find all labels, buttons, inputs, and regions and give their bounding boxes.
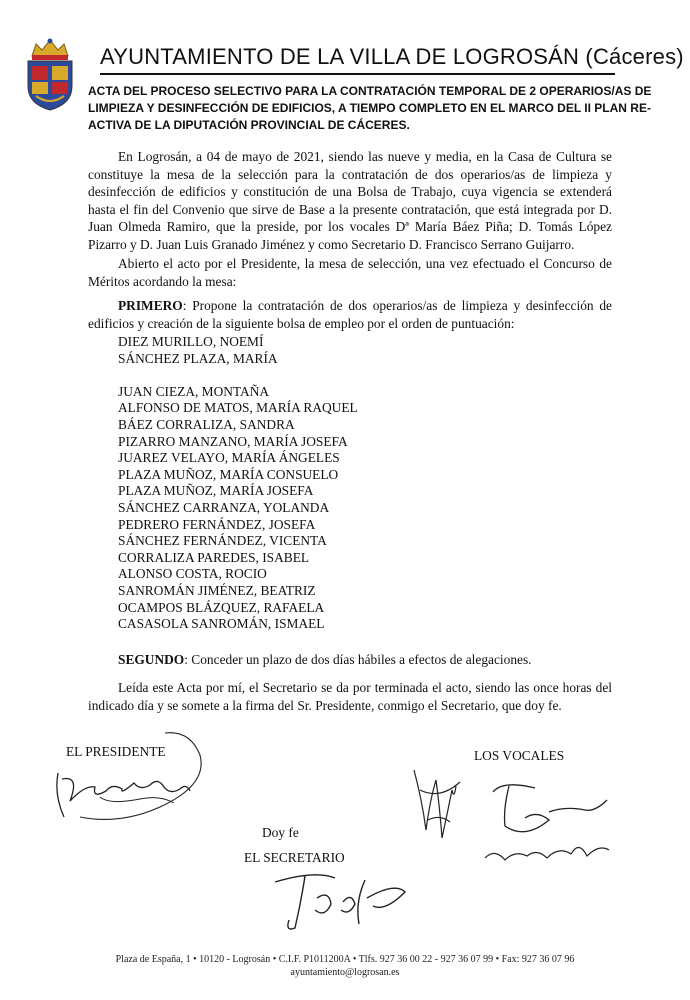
segundo-paragraph xyxy=(88,651,612,669)
segundo-text: : Conceder un plazo de dos días hábiles a efectos de alegaciones. xyxy=(184,652,532,667)
list-item: SANROMÁN JIMÉNEZ, BEATRIZ xyxy=(118,582,316,598)
page-footer xyxy=(0,953,690,979)
vocal-signature-icon xyxy=(400,760,480,850)
list-item: PLAZA MUÑOZ, MARÍA JOSEFA xyxy=(118,483,314,499)
list-item: JUAREZ VELAYO, MARÍA ÁNGELES xyxy=(118,450,340,466)
header-rule xyxy=(100,73,615,75)
presidente-label: EL PRESIDENTE xyxy=(66,744,166,759)
vocales-label: LOS VOCALES xyxy=(474,748,565,763)
list-item: PIZARRO MANZANO, MARÍA JOSEFA xyxy=(118,433,348,449)
list-item: SÁNCHEZ FERNÁNDEZ, VICENTA xyxy=(118,533,327,549)
secretario-label: EL SECRETARIO xyxy=(244,850,345,865)
primero-text: : Propone la contratación de dos operarios/as de limpieza y desinfección de edificios y creación de la siguiente bolsa de empleo por el orden de puntuación: xyxy=(88,298,612,331)
list-item: SÁNCHEZ PLAZA, MARÍA xyxy=(118,350,278,366)
candidate-list xyxy=(118,334,358,633)
list-spacer xyxy=(118,367,358,384)
vocal-signature-icon xyxy=(475,770,635,880)
list-item: OCAMPOS BLÁZQUEZ, RAFAELA xyxy=(118,599,325,615)
footer-email: ayuntamiento@logrosan.es xyxy=(290,967,400,978)
list-item: SÁNCHEZ CARRANZA, YOLANDA xyxy=(118,499,330,515)
presidente-signature-icon xyxy=(40,725,220,835)
segundo-label: SEGUNDO xyxy=(118,652,185,667)
opening-paragraph: Abierto el acto por el Presidente, la mesa de selección, una vez efectuado el Concurso de Méritos acordando la mesa: xyxy=(88,256,612,289)
intro-paragraph: En Logrosán, a 04 de mayo de 2021, siendo las nueve y media, en la Casa de Cultura se constituye la mesa de la selección para la contratación de dos operarios/as de limpieza y desinfección de edificios y constitución de una Bolsa de Trabajo, cuya vigencia se extenderá hasta el fin del Convenio que sirve de Base a la presente contratación, que está integrada por D. Juan Olmeda Ramiro, que la preside, por los vocales Dª María Báez Piña; D. Tomás López Pizarro y D. Juan Luis Granado Jiménez y como Secretario D. Francisco Serrano Guijarro. xyxy=(88,149,612,252)
list-item: CORRALIZA PAREDES, ISABEL xyxy=(118,549,310,565)
primero-paragraph xyxy=(88,297,612,332)
list-item: DIEZ MURILLO, NOEMÍ xyxy=(118,334,264,349)
document-title-line: ACTA DEL PROCESO SELECTIVO PARA LA CONTRATACIÓN TEMPORAL DE 2 OPERARIOS/AS DE xyxy=(88,84,652,98)
organization-title: AYUNTAMIENTO DE LA VILLA DE LOGROSÁN (Cáceres) xyxy=(100,44,684,69)
list-item: PEDRERO FERNÁNDEZ, JOSEFA xyxy=(118,516,316,532)
list-item: ALFONSO DE MATOS, MARÍA RAQUEL xyxy=(118,400,358,416)
document-title xyxy=(88,83,652,134)
list-item: JUAN CIEZA, MONTAÑA xyxy=(118,383,270,399)
municipal-coat-of-arms-icon xyxy=(14,36,86,112)
document-title-line: ACTIVA DE LA DIPUTACIÓN PROVINCIAL DE CÁCERES. xyxy=(88,118,410,132)
list-item: CASASOLA SANROMÁN, ISMAEL xyxy=(118,616,325,632)
list-item: PLAZA MUÑOZ, MARÍA CONSUELO xyxy=(118,466,339,482)
secretario-signature-icon xyxy=(255,862,425,942)
footer-address: Plaza de España, 1 • 10120 - Logrosán • C.I.F. P1011200A • Tlfs. 927 36 00 22 - 927 36 07 99 • Fax: 927 36 07 96 xyxy=(115,954,575,965)
document-title-line: LIMPIEZA Y DESINFECCIÓN DE EDIFICIOS, A TIEMPO COMPLETO EN EL MARCO DEL II PLAN RE- xyxy=(88,101,651,115)
doy-fe-label: Doy fe xyxy=(262,825,299,840)
closing-paragraph: Leída este Acta por mí, el Secretario se da por terminada el acto, siendo las once horas del indicado día y se somete a la firma del Sr. Presidente, conmigo el Secretario, que doy fe. xyxy=(88,680,612,713)
primero-label: PRIMERO xyxy=(118,298,183,313)
list-item: BÁEZ CORRALIZA, SANDRA xyxy=(118,416,295,432)
list-item: ALONSO COSTA, ROCIO xyxy=(118,566,267,582)
